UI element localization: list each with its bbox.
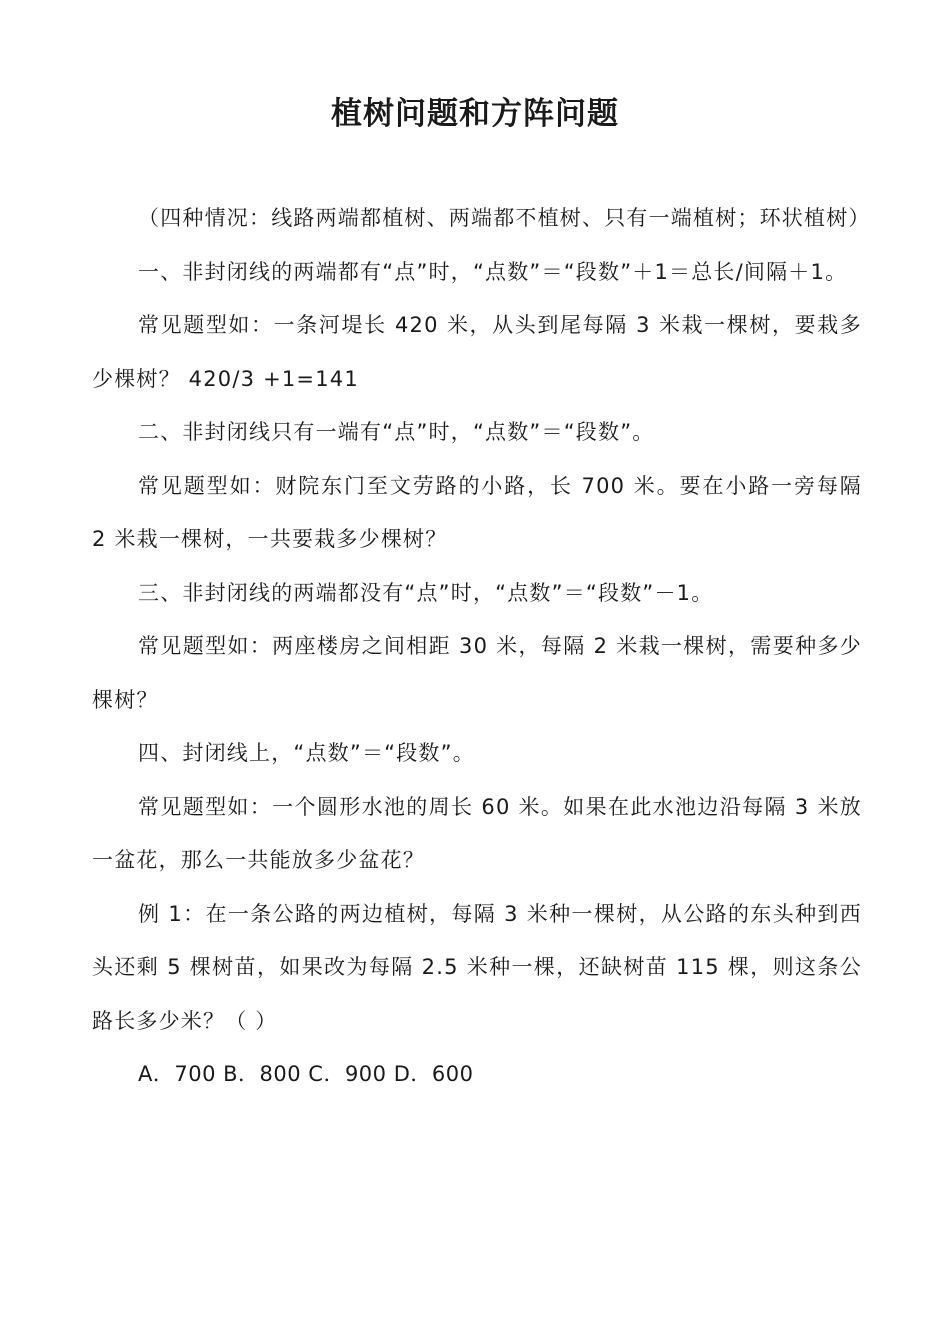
- intro-paragraph: （四种情况：线路两端都植树、两端都不植树、只有一端植树；环状植树）: [138, 206, 871, 230]
- rule-one-paragraph: 一、非封闭线的两端都有“点”时，“点数”＝“段数”＋1＝总长/间隔＋1。: [138, 259, 848, 284]
- example-four-paragraph: 常见题型如：一个圆形水池的周长 60 米。如果在此水池边沿每隔 3 米放一盆花，那么一共能放多少盆花？: [92, 794, 862, 872]
- rule-three-paragraph: 三、非封闭线的两端都没有“点”时，“点数”＝“段数”－1。: [138, 580, 714, 605]
- rule-two-paragraph: 二、非封闭线只有一端有“点”时，“点数”＝“段数”。: [138, 420, 655, 444]
- answer-options: A．700 B．800 C．900 D．600: [138, 1062, 474, 1086]
- document-title: 植树问题和方阵问题: [331, 96, 619, 132]
- document-body: [92, 192, 871, 1102]
- rule-four-paragraph: 四、封闭线上，“点数”＝“段数”。: [138, 741, 475, 765]
- example-one-paragraph: 常见题型如：一条河堤长 420 米，从头到尾每隔 3 米栽一棵树，要栽多少棵树？ 420/3 +1=141: [92, 313, 862, 391]
- example-three-paragraph: 常见题型如：两座楼房之间相距 30 米，每隔 2 米栽一棵树，需要种多少棵树？: [92, 634, 862, 712]
- worked-example-paragraph: 例 1：在一条公路的两边植树，每隔 3 米种一棵树，从公路的东头种到西头还剩 5 棵树苗，如果改为每隔 2.5 米种一棵，还缺树苗 115 棵，则这条公路长多少米？（ ）: [92, 901, 862, 1033]
- example-two-paragraph: 常见题型如：财院东门至文劳路的小路，长 700 米。要在小路一旁每隔 2 米栽一棵树，一共要栽多少棵树？: [92, 473, 862, 551]
